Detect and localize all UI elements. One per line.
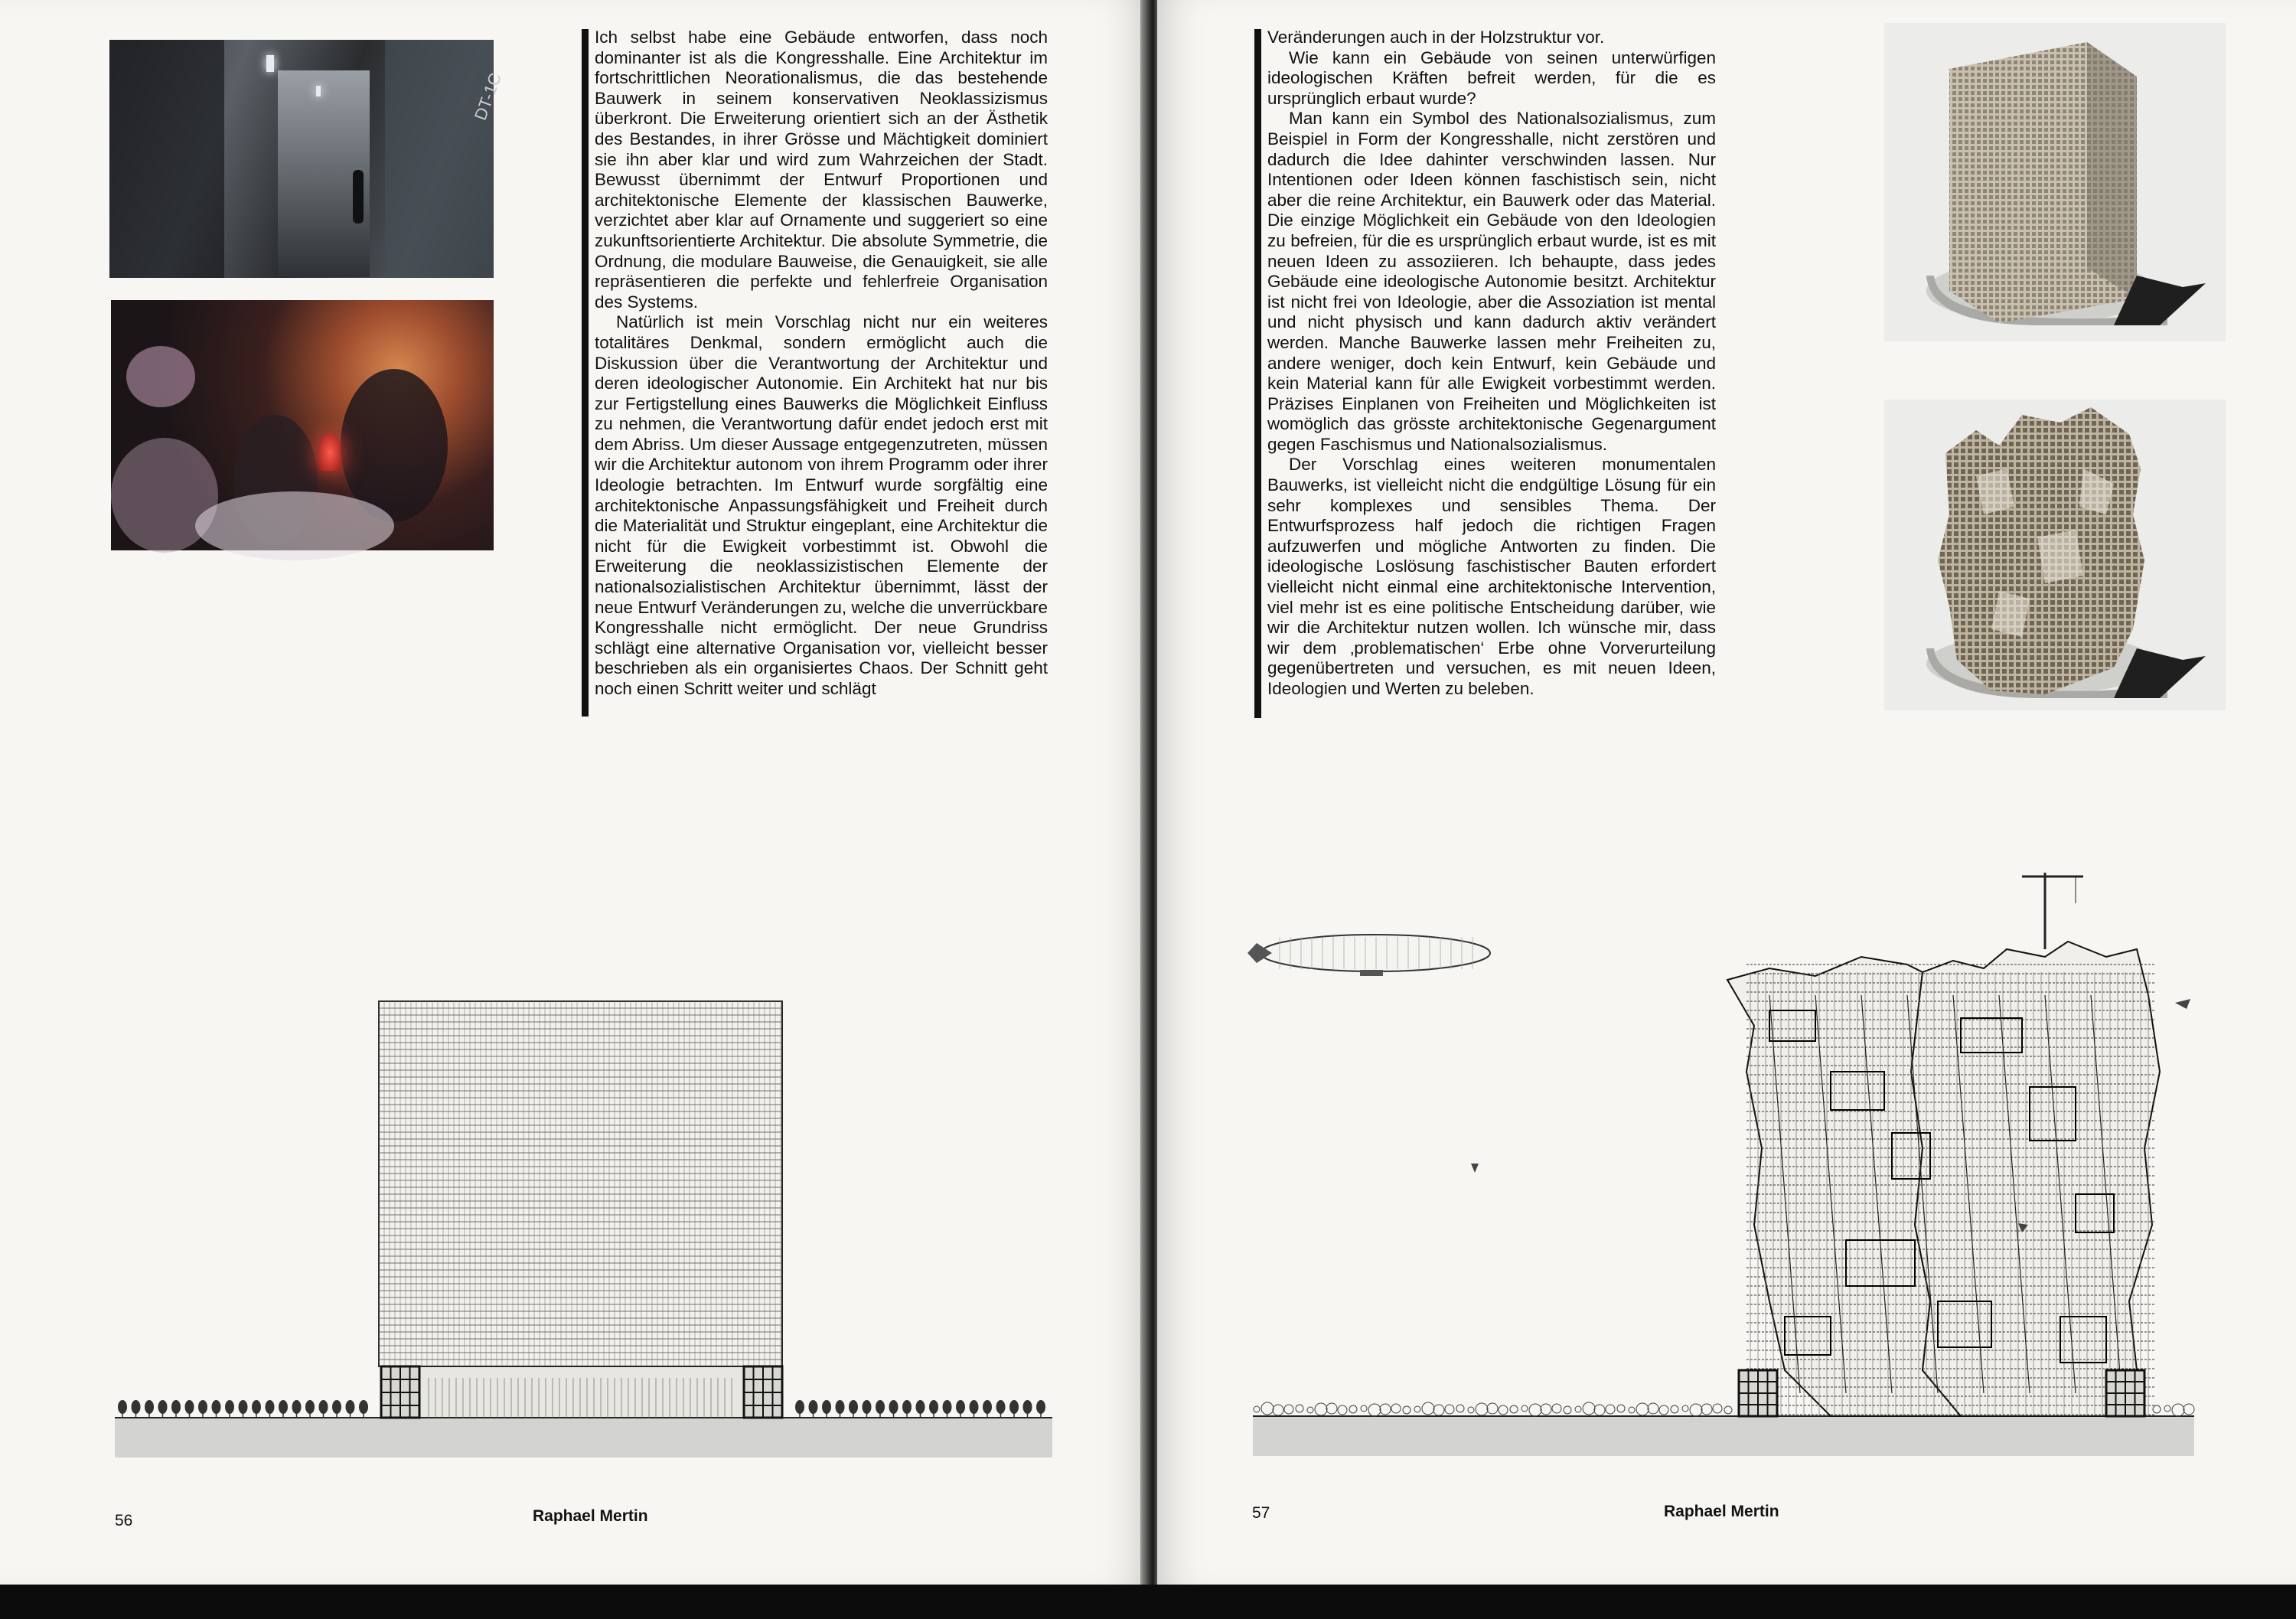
paragraph: Veränderungen auch in der Holzstruktur vor. <box>1267 28 1605 47</box>
author-name: Raphael Mertin <box>533 1507 648 1525</box>
photo-sign-text: DT-1C <box>471 70 506 123</box>
transformed-building-section-drawing <box>1157 0 2296 1585</box>
right-page <box>1157 0 2296 1585</box>
paragraph: Natürlich ist mein Vorschlag nicht nur ein weiteres totalitäres Denkmal, sondern ermöglicht auch die Diskussion über die Verantwortung der Architektur und deren ideologischer Autonomie. Ein Architekt hat nur bis zur Fertigstellung eines Bauwerks die Möglichkeit Einfluss zu nehmen, die Verantwortung dafür endet jedoch erst mit dem Abriss. Um dieser Aussage entgegenzutreten, müssen wir die Architektur autonom von ihrem Programm oder ihrer Ideologie betrachten. Im Entwurf wurde sorgfältig eine architektonische Anpassungsfähigkeit und Freiheit durch die Materialität und Struktur eingeplant, eine Architektur die nicht für die Ewigkeit vorbestimmt ist. Obwohl die Erweiterung die neoklassizistischen Elemente der nationalsozialistischen Architektur übernimmt, lässt der neue Entwurf Veränderungen zu, welche die unverrückbare Kongresshalle nicht ermöglicht. Der neue Grundriss schlägt eine alternative Organisation vor, vielleicht besser beschrieben als ein organisiertes Chaos. Der Schnitt geht noch einen Schritt weiter und schlägt <box>595 312 1048 698</box>
paragraph: Wie kann ein Gebäude von seinen unterwürfigen ideologischen Kräften befreit werden, für die es ursprünglich erbaut wurde? <box>1267 47 1716 108</box>
left-page <box>0 0 1146 1585</box>
page-number: 57 <box>1252 1504 1270 1522</box>
page-number: 56 <box>115 1512 133 1529</box>
paragraph: Man kann ein Symbol des Nationalsozialismus, zum Beispiel in Form der Kongresshalle, nicht zerstören und dadurch die Idee dahinter verschwinden lassen. Nur Intentionen oder Ideen können faschistisch sein, nicht aber die reine Architektur, ein Bauwerk oder das Material. Die einzige Möglichkeit ein Gebäude von den Ideologien zu befreien, für die es ursprünglich erbaut wurde, ist es mit neuen Ideen zu assoziieren. Ich behaupte, dass jedes Gebäude eine ideologische Autonomie besitzt. Architektur ist nicht frei von Ideologie, aber die Assoziation ist mental und nicht physisch und kann dadurch aktiv verändert werden. Manche Bauwerke lassen mehr Freiheiten zu, andere weniger, doch kein Entwurf, kein Gebäude und kein Material kann für alle Ewigkeit vorbestimmt werden. Präzises Einplanen von Freiheiten und Möglichkeiten ist womöglich das grösste architektonische Gegenargument gegen Faschismus und Nationalsozialismus. <box>1267 109 1716 454</box>
building-elevation-drawing <box>0 0 1146 1585</box>
author-name: Raphael Mertin <box>1664 1503 1779 1520</box>
paragraph: Ich selbst habe eine Gebäude entworfen, dass noch dominanter ist als die Kongresshalle. Eine Architektur im fortschrittlichen Neorationalismus, die das bestehende Bauwerk in seinem konservativen Neoklassizismus überkront. Die Erweiterung orientiert sich an der Ästhetik des Bestandes, in ihrer Grösse und Mächtigkeit dominiert sie ihn aber klar und wird zum Wahrzeichen der Stadt. Bewusst übernimmt der Entwurf Proportionen und architektonische Elemente der klassischen Bauwerke, verzichtet aber klar auf Ornamente und suggeriert so eine zukunftsorientierte Architektur. Die absolute Symmetrie, die Ordnung, die modulare Bauweise, die Genauigkeit, sie alle repräsentieren die perfekte und fehlerfreie Organisation des Systems. <box>595 28 1048 312</box>
scan-edge <box>0 1585 2296 1619</box>
paragraph: Der Vorschlag eines weiteren monumentalen Bauwerks, ist vielleicht nicht die endgültige Lösung für ein sehr komplexes und sensibles Thema. Der Entwurfsprozess half jedoch die richtigen Fragen aufzuwerfen und mögliche Antworten zu finden. Die ideologische Loslösung faschistischer Bauten erfordert vielleicht nicht einmal eine architektonische Intervention, viel mehr ist es eine politische Entscheidung darüber, wie wir die Architektur nutzen wollen. Ich wünsche mir, dass wir dem ‚problematischen‘ Erbe ohne Vorverurteilung gegenübertreten und versuchen, es mit neuen Ideen, Ideologien und Werten zu beleben. <box>1267 455 1716 698</box>
